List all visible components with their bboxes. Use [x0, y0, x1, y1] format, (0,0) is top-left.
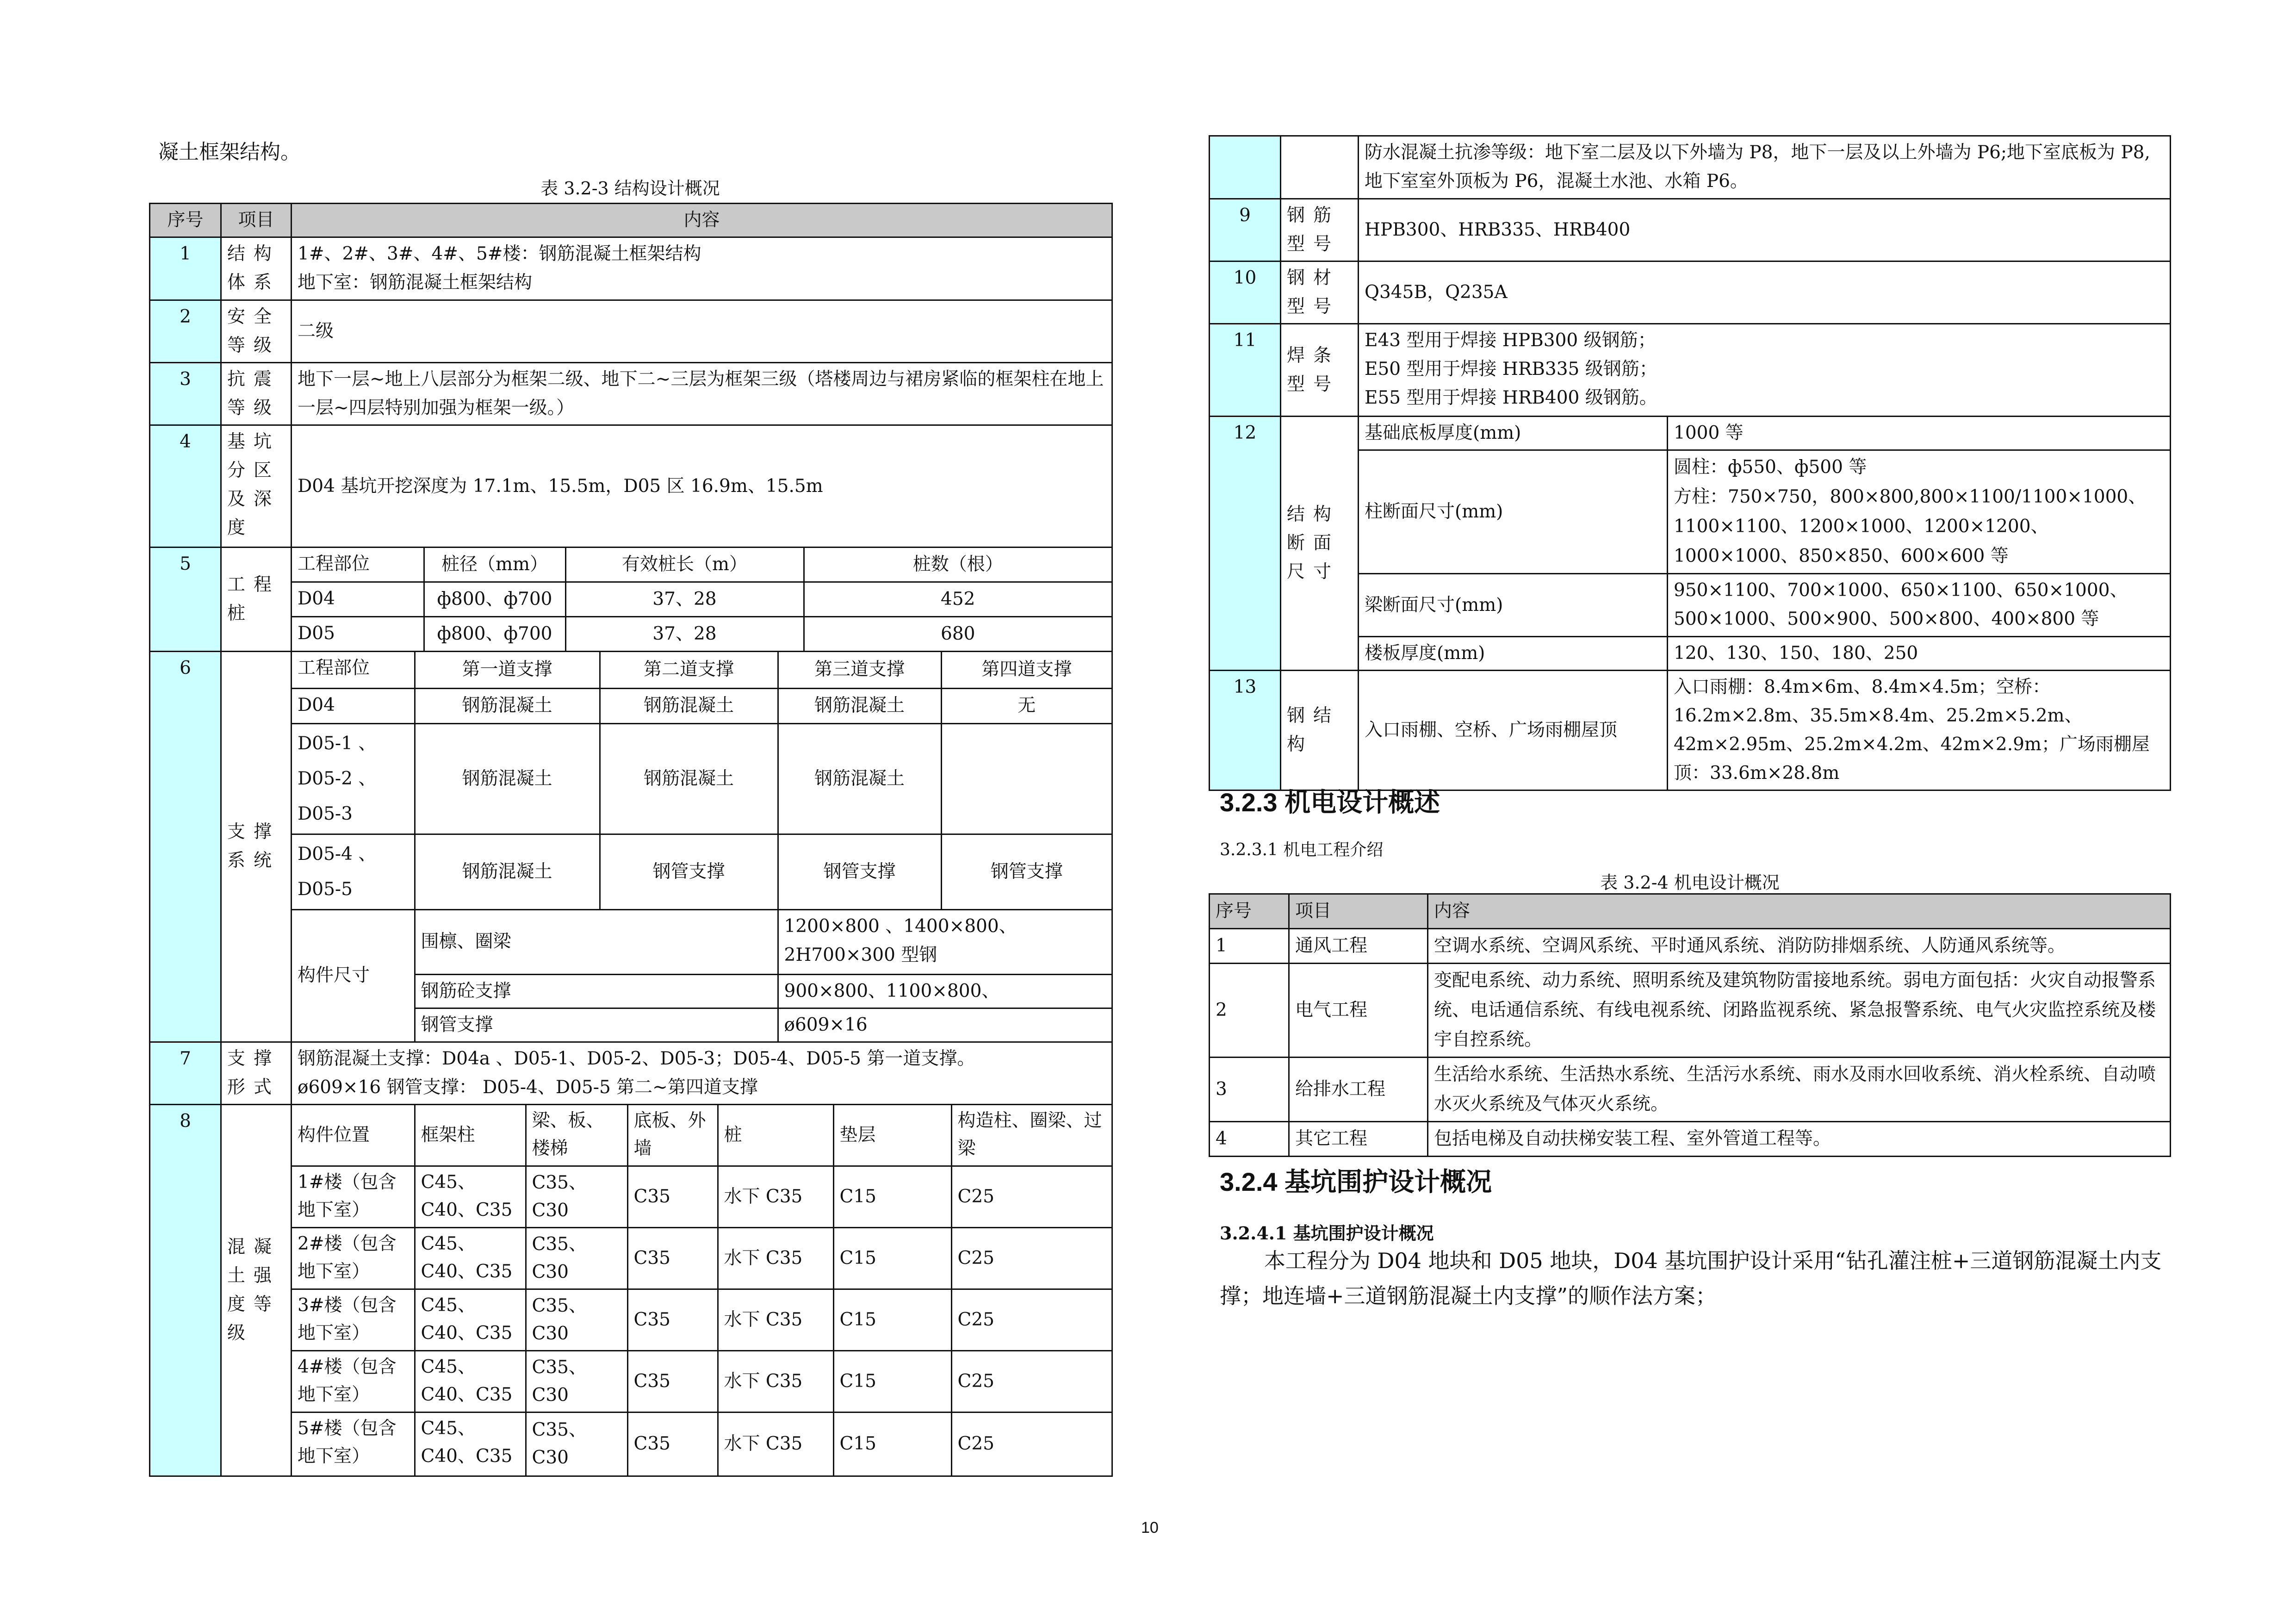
sub-cell: 900×800、1100×800、 — [778, 974, 1111, 1008]
sub-cell: 37、28 — [565, 617, 804, 651]
row-item: 电气工程 — [1289, 964, 1428, 1058]
row-content: 包括电梯及自动扶梯安装工程、室外管道工程等。 — [1428, 1122, 2171, 1157]
sub-cell: C15 — [833, 1289, 951, 1351]
sub-cell: C35、C30 — [526, 1412, 627, 1475]
sub-header: 桩 — [718, 1105, 833, 1166]
sub-cell: C15 — [833, 1228, 951, 1289]
sub-cell: D04 — [292, 582, 424, 616]
sub-cell: 1#楼（包含地下室） — [292, 1166, 415, 1228]
sub-cell: ф800、ф700 — [424, 617, 565, 651]
sub-header: 底板、外墙 — [627, 1105, 718, 1166]
structure-design-table-continued — [1209, 135, 2171, 791]
row-no: 10 — [1210, 261, 1281, 324]
pile-subtable — [292, 548, 1111, 651]
row-item: 焊条型号 — [1281, 324, 1359, 417]
row-item: 其它工程 — [1289, 1122, 1428, 1157]
row-no: 4 — [1210, 1122, 1289, 1157]
sub-header: 工程部位 — [292, 652, 415, 688]
content-line: E55 型用于焊接 HRB400 级钢筋。 — [1365, 387, 1657, 408]
sub-cell: ф800、ф700 — [424, 582, 565, 616]
sub-cell: C35 — [627, 1228, 718, 1289]
sub-cell: 1200×800 、1400×800、2H700×300 型钢 — [778, 909, 1111, 974]
content-line: E43 型用于焊接 HPB300 级钢筋； — [1365, 330, 1656, 351]
row-item — [1281, 136, 1359, 199]
row-item: 抗震等级 — [221, 363, 292, 425]
row-item: 钢结构 — [1281, 671, 1359, 790]
sub-cell: C25 — [951, 1289, 1111, 1351]
sub-cell: 钢筋混凝土 — [415, 723, 600, 834]
sub-header: 有效桩长（m） — [565, 548, 804, 582]
content-line: E50 型用于焊接 HRB335 级钢筋； — [1365, 359, 1657, 380]
sub-cell: C35、C30 — [526, 1228, 627, 1289]
row-content: 地下一层~地上八层部分为框架二级、地下二~三层为框架三级（塔楼周边与裙房紧临的框架柱在地上一层~四层特别加强为框架一级。） — [292, 363, 1112, 425]
sub-cell: 钢筋混凝土 — [600, 688, 778, 723]
dimension-label: 基础底板厚度(mm) — [1359, 417, 1668, 450]
content-line: 1#、2#、3#、4#、5#楼：钢筋混凝土框架结构 — [298, 243, 701, 264]
dimension-value: 1000 等 — [1668, 417, 2171, 450]
row-item: 基坑分区及深度 — [221, 425, 292, 548]
row-content: 变配电系统、动力系统、照明系统及建筑物防雷接地系统。弱电方面包括：火灾自动报警系统、电话通信系统、有线电视系统、闭路监视系统、紧急报警系统、电气火灾监控系统及楼宇自控系统。 — [1428, 964, 2171, 1058]
row-no: 1 — [1210, 929, 1289, 964]
sub-cell: C35、C30 — [526, 1351, 627, 1412]
section-3-2-4-1-title: 3.2.4.1 基坑围护设计概况 — [1220, 1223, 1434, 1244]
sub-cell: C15 — [833, 1166, 951, 1228]
row-item: 结构体系 — [221, 237, 292, 300]
row-item: 给排水工程 — [1289, 1058, 1428, 1122]
row-content — [292, 237, 1112, 300]
sub-cell: 37、28 — [565, 582, 804, 616]
content-line: 钢筋混凝土支撑：D04a 、D05-1、D05-2、D05-3；D05-4、D05-5 第一道支撑。 — [298, 1048, 975, 1069]
row-no: 2 — [150, 300, 221, 363]
row-content: 防水混凝土抗渗等级：地下室二层及以下外墙为 P8，地下一层及以上外墙为 P6;地下室底板为 P8,地下室室外顶板为 P6，混凝土水池、水箱 P6。 — [1359, 136, 2171, 199]
sub-cell: D05 — [292, 617, 424, 651]
sub-cell: C35、C30 — [526, 1289, 627, 1351]
sub-cell: 无 — [941, 688, 1111, 723]
sub-cell: 钢筋砼支撑 — [415, 974, 778, 1008]
dimension-value: 950×1100、700×1000、650×1100、650×1000、500×1000、500×900、500×800、400×800 等 — [1668, 574, 2171, 637]
sub-cell: 钢管支撑 — [778, 834, 941, 909]
sub-cell: C25 — [951, 1412, 1111, 1475]
sub-cell: 5#楼（包含地下室） — [292, 1412, 415, 1475]
row-content: Q345B，Q235A — [1359, 261, 2171, 324]
header-content: 内容 — [1428, 894, 2171, 929]
section-3-2-4-paragraph: 本工程分为 D04 地块和 D05 地块，D04 基坑围护设计采用“钻孔灌注桩+三道钢筋混凝土内支撑；地连墙+三道钢筋混凝土内支撑”的顺作法方案； — [1220, 1248, 2162, 1308]
row-item: 通风工程 — [1289, 929, 1428, 964]
sub-cell: C45、C40、C35 — [415, 1228, 526, 1289]
header-content: 内容 — [292, 204, 1112, 237]
header-no: 序号 — [150, 204, 221, 237]
row-content: 二级 — [292, 300, 1112, 363]
row-no: 11 — [1210, 324, 1281, 417]
row-no: 2 — [1210, 964, 1289, 1058]
sub-cell: C15 — [833, 1412, 951, 1475]
sub-cell: 钢筋混凝土 — [415, 834, 600, 909]
row-no: 13 — [1210, 671, 1281, 790]
dimension-label: 柱断面尺寸(mm) — [1359, 450, 1668, 574]
sub-cell: D05-1 、D05-2 、D05-3 — [292, 723, 415, 834]
dimension-label: 梁断面尺寸(mm) — [1359, 574, 1668, 637]
header-item: 项目 — [1289, 894, 1428, 929]
intro-text: 凝土框架结构。 — [158, 140, 301, 164]
row-item: 支撑形式 — [221, 1042, 292, 1104]
sub-cell: C35 — [627, 1166, 718, 1228]
sub-cell: C35、C30 — [526, 1166, 627, 1228]
sub-cell: 4#楼（包含地下室） — [292, 1351, 415, 1412]
row-no: 12 — [1210, 417, 1281, 671]
sub-cell: 钢筋混凝土 — [778, 723, 941, 834]
sub-header: 框架柱 — [415, 1105, 526, 1166]
row-item: 结构断面尺寸 — [1281, 417, 1359, 671]
sub-cell: C25 — [951, 1351, 1111, 1412]
sub-cell: 水下 C35 — [718, 1351, 833, 1412]
sub-cell: 水下 C35 — [718, 1166, 833, 1228]
sub-cell: 钢筋混凝土 — [600, 723, 778, 834]
structure-design-table — [149, 203, 1113, 1477]
row-content: 生活给水系统、生活热水系统、生活污水系统、雨水及雨水回收系统、消火栓系统、自动喷水灭火系统及气体灭火系统。 — [1428, 1058, 2171, 1122]
sub-cell: D05-4 、D05-5 — [292, 834, 415, 909]
content-line: 地下室：钢筋混凝土框架结构 — [298, 272, 533, 293]
sub-cell: ø609×16 — [778, 1008, 1111, 1041]
row-item: 支撑系统 — [221, 652, 292, 1042]
row-item: 钢筋型号 — [1281, 199, 1359, 261]
content-line: ø609×16 钢管支撑： D05-4、D05-5 第二~第四道支撑 — [298, 1076, 758, 1098]
section-3-2-3-title: 3.2.3 机电设计概述 — [1220, 788, 1440, 817]
sub-cell: 2#楼（包含地下室） — [292, 1228, 415, 1289]
sub-cell: 钢管支撑 — [415, 1008, 778, 1041]
row-item: 工程桩 — [221, 548, 292, 652]
header-item: 项目 — [221, 204, 292, 237]
table-324-caption: 表 3.2-4 机电设计概况 — [1600, 872, 1780, 893]
sub-cell: C25 — [951, 1166, 1111, 1228]
sub-header: 构件位置 — [292, 1105, 415, 1166]
sub-cell: 钢管支撑 — [600, 834, 778, 909]
sub-header: 第三道支撑 — [778, 652, 941, 688]
section-3-2-3-1-title: 3.2.3.1 机电工程介绍 — [1220, 840, 1384, 859]
row-no: 4 — [150, 425, 221, 548]
sub-header: 桩径（mm） — [424, 548, 565, 582]
sub-cell: C35 — [627, 1351, 718, 1412]
sub-cell: 水下 C35 — [718, 1228, 833, 1289]
row-no: 7 — [150, 1042, 221, 1104]
dimension-value: 圆柱：ф550、ф500 等 方柱：750×750，800×800,800×1100/1100×1000、1100×1100、1200×1000、1200×1200、1000×1000、850×850、600×600 等 — [1668, 450, 2171, 574]
sub-header: 第一道支撑 — [415, 652, 600, 688]
row-content: D04 基坑开挖深度为 17.1m、15.5m，D05 区 16.9m、15.5m — [292, 425, 1112, 548]
sub-cell: C45、C40、C35 — [415, 1166, 526, 1228]
steel-structure-label: 入口雨棚、空桥、广场雨棚屋顶 — [1359, 671, 1668, 790]
row-item: 安全等级 — [221, 300, 292, 363]
row-no: 8 — [150, 1104, 221, 1476]
sub-header: 梁、板、楼梯 — [526, 1105, 627, 1166]
sub-cell: D04 — [292, 688, 415, 723]
steel-structure-value: 入口雨棚：8.4m×6m、8.4m×4.5m；空桥：16.2m×2.8m、35.5m×8.4m、25.2m×5.2m、42m×2.95m、25.2m×4.2m、42m×2.9m；广场雨棚屋顶：33.6m×28.8m — [1668, 671, 2171, 790]
sub-header: 构造柱、圈梁、过梁 — [951, 1105, 1111, 1166]
section-3-2-4-title: 3.2.4 基坑围护设计概况 — [1220, 1167, 1492, 1196]
sub-cell: 钢管支撑 — [941, 834, 1111, 909]
sub-header: 垫层 — [833, 1105, 951, 1166]
sub-header: 第四道支撑 — [941, 652, 1111, 688]
concrete-grade-subtable — [292, 1105, 1111, 1475]
sub-cell: 680 — [804, 617, 1111, 651]
table-323-caption: 表 3.2-3 结构设计概况 — [540, 178, 720, 199]
row-no: 6 — [150, 652, 221, 1042]
sub-cell: C35 — [627, 1412, 718, 1475]
sub-cell — [941, 723, 1111, 834]
row-no: 1 — [150, 237, 221, 300]
member-size-label: 构件尺寸 — [292, 909, 415, 1041]
sub-cell: 水下 C35 — [718, 1289, 833, 1351]
row-no — [1210, 136, 1281, 199]
page-number: 10 — [1141, 1519, 1159, 1537]
sub-cell: C45、C40、C35 — [415, 1289, 526, 1351]
row-item: 钢材型号 — [1281, 261, 1359, 324]
row-item: 混凝土强度等级 — [221, 1104, 292, 1476]
mep-design-table — [1209, 893, 2171, 1157]
header-no: 序号 — [1210, 894, 1289, 929]
row-content — [292, 1042, 1112, 1104]
sub-cell: C15 — [833, 1351, 951, 1412]
sub-header: 桩数（根） — [804, 548, 1111, 582]
row-content: 空调水系统、空调风系统、平时通风系统、消防防排烟系统、人防通风系统等。 — [1428, 929, 2171, 964]
sub-cell: 452 — [804, 582, 1111, 616]
row-no: 3 — [150, 363, 221, 425]
sub-cell: C25 — [951, 1228, 1111, 1289]
row-no: 9 — [1210, 199, 1281, 261]
sub-cell: 围檩、圈梁 — [415, 909, 778, 974]
sub-cell: C35 — [627, 1289, 718, 1351]
row-content: HPB300、HRB335、HRB400 — [1359, 199, 2171, 261]
row-no: 5 — [150, 548, 221, 652]
sub-cell: C45、C40、C35 — [415, 1351, 526, 1412]
sub-header: 工程部位 — [292, 548, 424, 582]
sub-header: 第二道支撑 — [600, 652, 778, 688]
sub-cell: 3#楼（包含地下室） — [292, 1289, 415, 1351]
sub-cell: C45、C40、C35 — [415, 1412, 526, 1475]
support-subtable — [292, 652, 1111, 1041]
sub-cell: 钢筋混凝土 — [415, 688, 600, 723]
dimension-value: 120、130、150、180、250 — [1668, 637, 2171, 671]
sub-cell: 水下 C35 — [718, 1412, 833, 1475]
sub-cell: 钢筋混凝土 — [778, 688, 941, 723]
row-no: 3 — [1210, 1058, 1289, 1122]
row-content — [1359, 324, 2171, 417]
dimension-label: 楼板厚度(mm) — [1359, 637, 1668, 671]
